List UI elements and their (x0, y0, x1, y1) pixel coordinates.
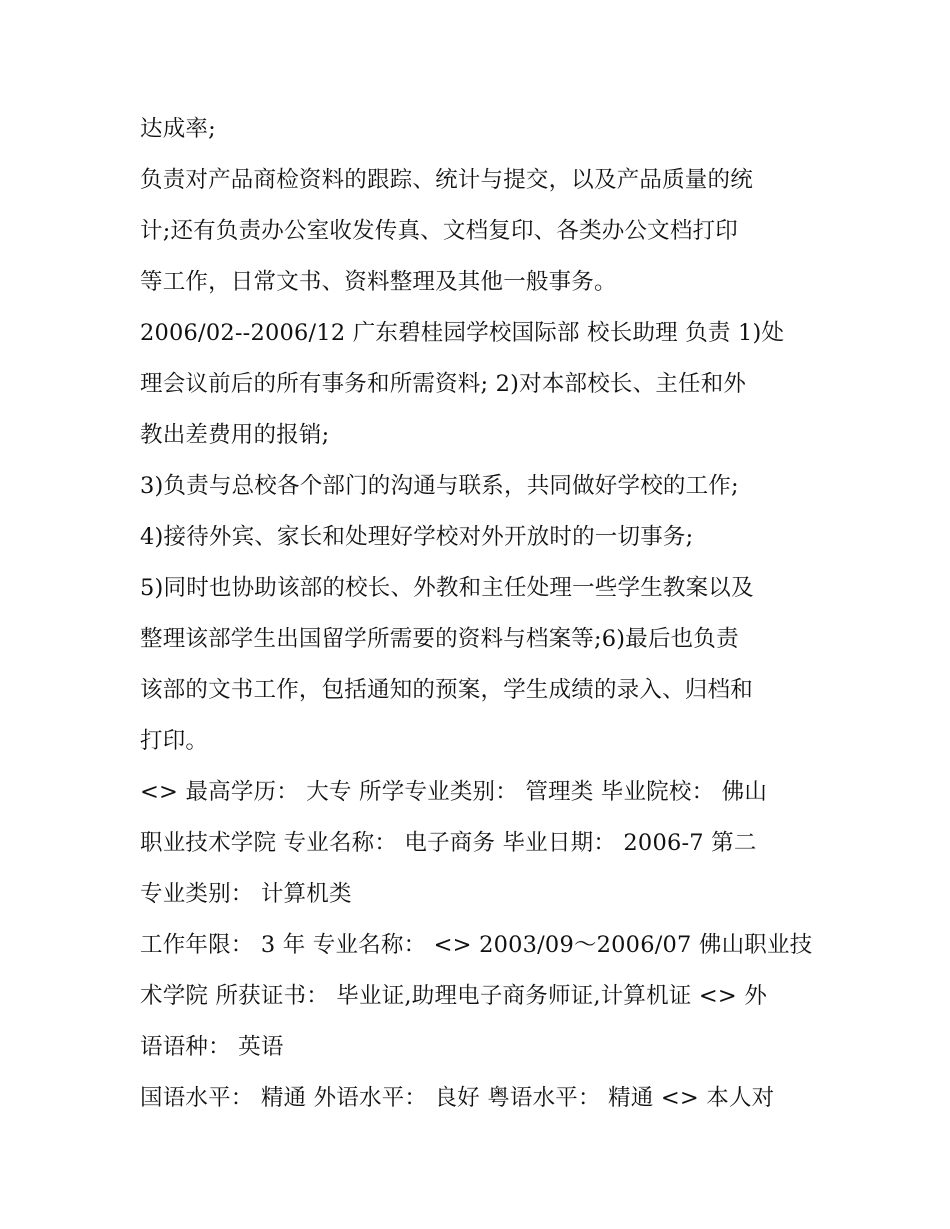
text-line: 工作年限： 3 年 专业名称： <> 2003/09～2006/07 佛山职业技 (140, 932, 813, 958)
text-line: 达成率; (140, 116, 216, 142)
text-line: 教出差费用的报销; (140, 422, 330, 448)
text-line: 专业类别： 计算机类 (140, 881, 352, 907)
text-line: 2006/02--2006/12 广东碧桂园学校国际部 校长助理 负责 1)处 (140, 320, 785, 346)
text-line: 5)同时也协助该部的校长、外教和主任处理一些学生教案以及 (140, 575, 754, 601)
text-line: 打印。 (140, 728, 209, 754)
text-line: 4)接待外宾、家长和处理好学校对外开放时的一切事务; (140, 524, 694, 550)
text-line: 整理该部学生出国留学所需要的资料与档案等;6)最后也负责 (140, 626, 739, 652)
text-line: 理会议前后的所有事务和所需资料; 2)对本部校长、主任和外 (140, 371, 747, 397)
text-line: 语语种： 英语 (140, 1034, 284, 1060)
text-line: 该部的文书工作，包括通知的预案，学生成绩的录入、归档和 (140, 677, 753, 703)
text-line: 负责对产品商检资料的跟踪、统计与提交，以及产品质量的统 (140, 167, 753, 193)
text-line: 国语水平： 精通 外语水平： 良好 粤语水平： 精通 <> 本人对 (140, 1085, 775, 1111)
text-line: 计;还有负责办公室收发传真、文档复印、各类办公文档打印 (140, 218, 738, 244)
text-line: 术学院 所获证书： 毕业证,助理电子商务师证,计算机证 <> 外 (140, 983, 768, 1009)
text-line: 3)负责与总校各个部门的沟通与联系，共同做好学校的工作; (140, 473, 739, 499)
text-line: 职业技术学院 专业名称： 电子商务 毕业日期： 2006-7 第二 (140, 830, 757, 856)
text-line: 等工作，日常文书、资料整理及其他一般事务。 (140, 269, 617, 295)
document-body (140, 104, 820, 1124)
text-line: <> 最高学历： 大专 所学专业类别： 管理类 毕业院校： 佛山 (140, 779, 768, 805)
